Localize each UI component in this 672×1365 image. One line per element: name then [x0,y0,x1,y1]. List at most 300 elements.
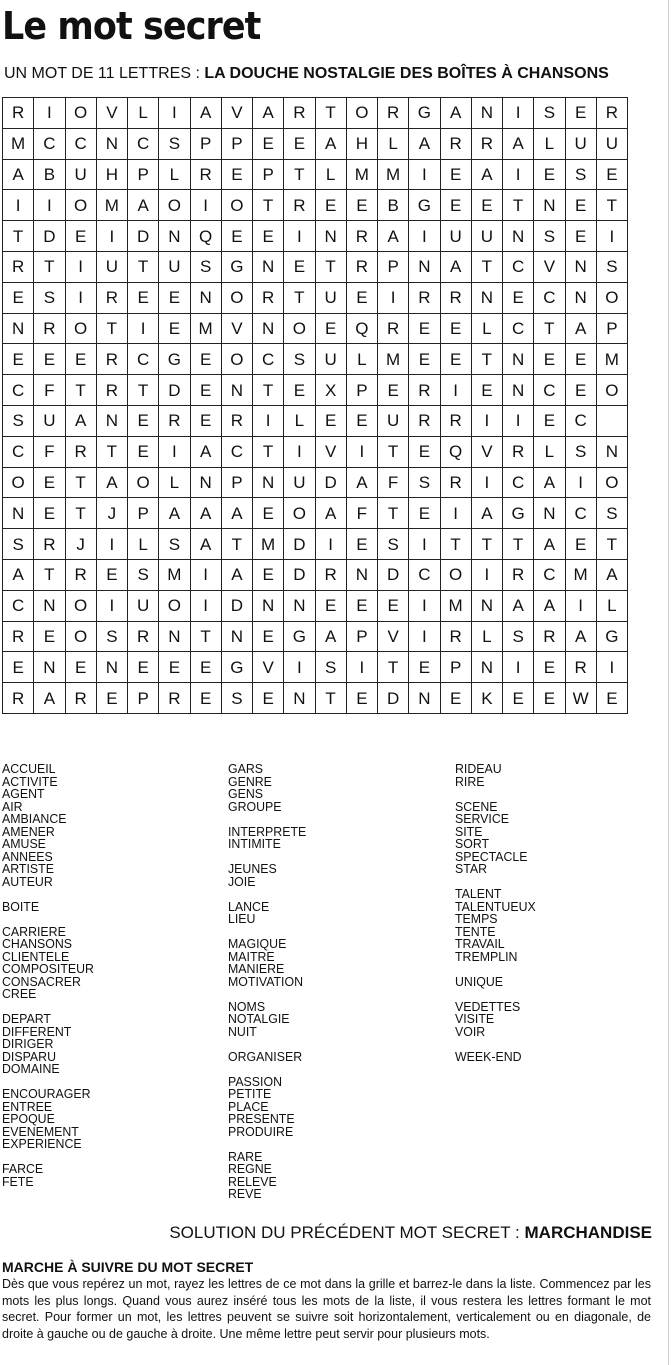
grid-cell[interactable]: E [65,344,96,375]
grid-cell[interactable]: S [159,128,190,159]
grid-cell[interactable]: N [409,251,440,282]
grid-cell[interactable]: A [440,98,471,129]
grid-cell[interactable]: N [409,683,440,714]
grid-cell[interactable]: K [471,683,502,714]
grid-cell[interactable]: A [534,529,565,560]
grid-cell[interactable]: A [96,467,127,498]
grid-cell[interactable]: M [440,590,471,621]
grid-cell[interactable]: D [34,221,65,252]
grid-cell[interactable]: N [596,436,627,467]
grid-cell[interactable]: E [346,590,377,621]
grid-cell[interactable]: P [128,498,159,529]
grid-cell[interactable]: L [128,529,159,560]
grid-cell[interactable]: E [534,344,565,375]
grid-cell[interactable]: I [409,159,440,190]
grid-cell[interactable]: T [378,652,409,683]
grid-cell[interactable]: E [315,405,346,436]
grid-cell[interactable]: I [409,621,440,652]
grid-cell[interactable]: S [596,498,627,529]
grid-cell[interactable]: S [534,98,565,129]
grid-cell[interactable]: B [34,159,65,190]
grid-cell[interactable]: C [565,498,596,529]
grid-cell[interactable]: N [284,683,315,714]
grid-cell[interactable]: T [65,375,96,406]
grid-cell[interactable]: E [534,405,565,436]
grid-cell[interactable]: P [221,128,252,159]
grid-cell[interactable]: I [503,652,534,683]
grid-cell[interactable]: C [534,559,565,590]
grid-cell[interactable]: R [190,159,221,190]
grid-cell[interactable]: E [253,683,284,714]
grid-cell[interactable]: V [96,98,127,129]
grid-cell[interactable]: I [284,436,315,467]
grid-cell[interactable]: A [159,498,190,529]
grid-cell[interactable]: J [96,498,127,529]
grid-cell[interactable]: O [284,313,315,344]
grid-cell[interactable]: E [159,282,190,313]
grid-cell[interactable]: E [440,344,471,375]
grid-cell[interactable]: M [565,559,596,590]
grid-cell[interactable] [596,405,627,436]
grid-cell[interactable]: R [65,436,96,467]
grid-cell[interactable]: C [503,313,534,344]
grid-cell[interactable]: R [3,683,34,714]
grid-cell[interactable]: E [190,652,221,683]
grid-cell[interactable]: T [596,529,627,560]
grid-cell[interactable]: R [503,559,534,590]
grid-cell[interactable]: I [65,251,96,282]
grid-cell[interactable]: B [378,190,409,221]
grid-cell[interactable]: G [503,498,534,529]
grid-cell[interactable]: A [190,529,221,560]
grid-cell[interactable]: E [159,652,190,683]
grid-cell[interactable]: I [440,375,471,406]
grid-cell[interactable]: Q [346,313,377,344]
grid-cell[interactable]: E [315,313,346,344]
grid-cell[interactable]: P [221,467,252,498]
grid-cell[interactable]: A [378,221,409,252]
grid-cell[interactable]: Q [440,436,471,467]
grid-cell[interactable]: E [346,529,377,560]
grid-cell[interactable]: E [440,190,471,221]
grid-cell[interactable]: T [471,529,502,560]
grid-cell[interactable]: R [3,251,34,282]
grid-cell[interactable]: A [65,405,96,436]
grid-cell[interactable]: V [253,652,284,683]
grid-cell[interactable]: A [190,436,221,467]
grid-cell[interactable]: S [128,559,159,590]
grid-cell[interactable]: E [253,221,284,252]
grid-cell[interactable]: R [471,128,502,159]
grid-cell[interactable]: I [471,467,502,498]
grid-cell[interactable]: E [565,344,596,375]
grid-cell[interactable]: E [34,621,65,652]
grid-cell[interactable]: O [159,590,190,621]
grid-cell[interactable]: E [534,652,565,683]
grid-cell[interactable]: O [3,467,34,498]
grid-cell[interactable]: R [159,683,190,714]
grid-cell[interactable]: M [190,313,221,344]
grid-cell[interactable]: R [440,467,471,498]
grid-cell[interactable]: R [534,621,565,652]
grid-cell[interactable]: E [34,467,65,498]
grid-cell[interactable]: O [346,98,377,129]
grid-cell[interactable]: N [34,590,65,621]
grid-cell[interactable]: A [221,559,252,590]
grid-cell[interactable]: T [315,251,346,282]
grid-cell[interactable]: P [128,683,159,714]
grid-cell[interactable]: D [315,467,346,498]
grid-cell[interactable]: V [221,313,252,344]
grid-cell[interactable]: L [128,98,159,129]
grid-cell[interactable]: I [503,159,534,190]
grid-cell[interactable]: E [253,621,284,652]
grid-cell[interactable]: P [440,652,471,683]
grid-cell[interactable]: L [534,436,565,467]
grid-cell[interactable]: T [128,375,159,406]
grid-cell[interactable]: N [253,590,284,621]
grid-cell[interactable]: T [65,467,96,498]
grid-cell[interactable]: O [596,282,627,313]
grid-cell[interactable]: O [65,313,96,344]
grid-cell[interactable]: R [128,621,159,652]
grid-cell[interactable]: T [253,375,284,406]
grid-cell[interactable]: I [346,436,377,467]
grid-cell[interactable]: I [503,405,534,436]
grid-cell[interactable]: N [34,652,65,683]
grid-cell[interactable]: N [471,98,502,129]
grid-cell[interactable]: A [128,190,159,221]
grid-cell[interactable]: O [284,498,315,529]
grid-cell[interactable]: T [253,436,284,467]
grid-cell[interactable]: S [503,621,534,652]
grid-cell[interactable]: L [346,344,377,375]
grid-cell[interactable]: N [534,498,565,529]
grid-cell[interactable]: D [378,683,409,714]
grid-cell[interactable]: R [284,98,315,129]
grid-cell[interactable]: O [65,98,96,129]
grid-cell[interactable]: E [253,498,284,529]
grid-cell[interactable]: E [284,128,315,159]
grid-cell[interactable]: P [190,128,221,159]
grid-cell[interactable]: E [565,190,596,221]
grid-cell[interactable]: N [284,590,315,621]
grid-cell[interactable]: L [284,405,315,436]
grid-cell[interactable]: A [3,159,34,190]
grid-cell[interactable]: P [346,621,377,652]
grid-cell[interactable]: E [409,313,440,344]
grid-cell[interactable]: E [565,221,596,252]
grid-cell[interactable]: L [315,159,346,190]
grid-cell[interactable]: E [346,683,377,714]
grid-cell[interactable]: S [315,652,346,683]
grid-cell[interactable]: E [346,405,377,436]
grid-cell[interactable]: E [596,159,627,190]
grid-cell[interactable]: R [409,282,440,313]
grid-cell[interactable]: T [378,498,409,529]
grid-cell[interactable]: G [284,621,315,652]
grid-cell[interactable]: E [409,436,440,467]
grid-cell[interactable]: A [34,683,65,714]
grid-cell[interactable]: O [65,190,96,221]
grid-cell[interactable]: C [253,344,284,375]
grid-cell[interactable]: R [253,282,284,313]
grid-cell[interactable]: O [596,467,627,498]
grid-cell[interactable]: E [128,652,159,683]
grid-cell[interactable]: T [440,529,471,560]
grid-cell[interactable]: E [34,344,65,375]
grid-cell[interactable]: N [221,375,252,406]
grid-cell[interactable]: R [409,375,440,406]
grid-cell[interactable]: D [221,590,252,621]
grid-cell[interactable]: S [565,436,596,467]
grid-cell[interactable]: N [253,251,284,282]
grid-cell[interactable]: N [96,128,127,159]
grid-cell[interactable]: F [346,498,377,529]
grid-cell[interactable]: I [565,467,596,498]
grid-cell[interactable]: O [221,344,252,375]
grid-cell[interactable]: N [346,559,377,590]
grid-cell[interactable]: I [471,405,502,436]
grid-cell[interactable]: I [190,559,221,590]
grid-cell[interactable]: D [284,529,315,560]
grid-cell[interactable]: E [346,190,377,221]
grid-cell[interactable]: N [96,405,127,436]
grid-cell[interactable]: I [96,529,127,560]
grid-cell[interactable]: E [346,282,377,313]
grid-cell[interactable]: G [159,344,190,375]
grid-cell[interactable]: U [284,467,315,498]
grid-cell[interactable]: E [471,375,502,406]
grid-cell[interactable]: E [190,375,221,406]
grid-cell[interactable]: F [34,375,65,406]
grid-cell[interactable]: N [565,282,596,313]
grid-cell[interactable]: I [3,190,34,221]
grid-cell[interactable]: R [96,375,127,406]
grid-cell[interactable]: I [284,221,315,252]
grid-cell[interactable]: V [315,436,346,467]
grid-cell[interactable]: N [503,221,534,252]
grid-cell[interactable]: M [378,344,409,375]
grid-cell[interactable]: N [159,221,190,252]
grid-cell[interactable]: C [3,375,34,406]
grid-cell[interactable]: I [378,282,409,313]
grid-cell[interactable]: Q [190,221,221,252]
grid-cell[interactable]: E [565,98,596,129]
grid-cell[interactable]: W [565,683,596,714]
grid-cell[interactable]: T [128,251,159,282]
grid-cell[interactable]: U [159,251,190,282]
grid-cell[interactable]: I [409,529,440,560]
grid-cell[interactable]: U [128,590,159,621]
grid-cell[interactable]: C [534,282,565,313]
grid-cell[interactable]: R [440,282,471,313]
grid-cell[interactable]: N [159,621,190,652]
grid-cell[interactable]: E [503,282,534,313]
grid-cell[interactable]: I [65,282,96,313]
grid-cell[interactable]: A [190,98,221,129]
grid-cell[interactable]: C [409,559,440,590]
grid-cell[interactable]: E [221,221,252,252]
grid-cell[interactable]: E [128,436,159,467]
grid-cell[interactable]: D [284,559,315,590]
grid-cell[interactable]: G [409,98,440,129]
grid-cell[interactable]: E [253,128,284,159]
grid-cell[interactable]: C [3,436,34,467]
grid-cell[interactable]: E [159,313,190,344]
grid-cell[interactable]: E [409,498,440,529]
grid-cell[interactable]: N [3,498,34,529]
grid-cell[interactable]: E [65,652,96,683]
grid-cell[interactable]: S [378,529,409,560]
grid-cell[interactable]: U [565,128,596,159]
grid-cell[interactable]: U [34,405,65,436]
grid-cell[interactable]: S [34,282,65,313]
grid-cell[interactable]: I [190,190,221,221]
grid-cell[interactable]: O [159,190,190,221]
grid-cell[interactable]: C [503,251,534,282]
grid-cell[interactable]: N [503,344,534,375]
grid-cell[interactable]: S [221,683,252,714]
grid-cell[interactable]: E [190,344,221,375]
grid-cell[interactable]: P [128,159,159,190]
grid-cell[interactable]: T [596,190,627,221]
grid-cell[interactable]: J [65,529,96,560]
grid-cell[interactable]: E [3,282,34,313]
grid-cell[interactable]: L [471,621,502,652]
grid-cell[interactable]: T [96,313,127,344]
grid-cell[interactable]: N [253,467,284,498]
grid-cell[interactable]: S [596,251,627,282]
grid-cell[interactable]: T [315,683,346,714]
grid-cell[interactable]: T [284,282,315,313]
grid-cell[interactable]: S [96,621,127,652]
grid-cell[interactable]: U [65,159,96,190]
grid-cell[interactable]: E [190,405,221,436]
grid-cell[interactable]: U [96,251,127,282]
grid-cell[interactable]: I [503,98,534,129]
grid-cell[interactable]: R [96,282,127,313]
grid-cell[interactable]: E [409,344,440,375]
grid-cell[interactable]: C [128,344,159,375]
grid-cell[interactable]: M [378,159,409,190]
grid-cell[interactable]: R [596,98,627,129]
grid-cell[interactable]: E [3,344,34,375]
grid-cell[interactable]: E [440,683,471,714]
grid-cell[interactable]: L [159,159,190,190]
grid-cell[interactable]: R [440,621,471,652]
grid-cell[interactable]: U [378,405,409,436]
grid-cell[interactable]: E [65,221,96,252]
grid-cell[interactable]: N [190,282,221,313]
grid-cell[interactable]: L [471,313,502,344]
grid-cell[interactable]: L [534,128,565,159]
grid-cell[interactable]: I [253,405,284,436]
grid-cell[interactable]: E [409,652,440,683]
grid-cell[interactable]: N [96,652,127,683]
grid-cell[interactable]: T [65,498,96,529]
grid-cell[interactable]: N [471,590,502,621]
grid-cell[interactable]: I [409,221,440,252]
grid-cell[interactable]: T [284,159,315,190]
grid-cell[interactable]: A [253,98,284,129]
grid-cell[interactable]: E [471,190,502,221]
grid-cell[interactable]: A [565,313,596,344]
grid-cell[interactable]: T [503,529,534,560]
grid-cell[interactable]: O [221,282,252,313]
grid-cell[interactable]: E [534,683,565,714]
grid-cell[interactable]: U [440,221,471,252]
grid-cell[interactable]: I [440,498,471,529]
grid-cell[interactable]: T [471,251,502,282]
grid-cell[interactable]: G [409,190,440,221]
grid-cell[interactable]: E [503,683,534,714]
grid-cell[interactable]: E [596,683,627,714]
grid-cell[interactable]: I [284,652,315,683]
grid-cell[interactable]: E [221,159,252,190]
grid-cell[interactable]: E [34,498,65,529]
grid-cell[interactable]: N [253,313,284,344]
grid-cell[interactable]: N [190,467,221,498]
grid-cell[interactable]: N [3,313,34,344]
grid-cell[interactable]: H [346,128,377,159]
grid-cell[interactable]: I [346,652,377,683]
grid-cell[interactable]: O [221,190,252,221]
grid-cell[interactable]: A [315,498,346,529]
grid-cell[interactable]: E [96,559,127,590]
grid-cell[interactable]: M [596,344,627,375]
grid-cell[interactable]: R [34,529,65,560]
grid-cell[interactable]: M [346,159,377,190]
grid-cell[interactable]: I [190,590,221,621]
grid-cell[interactable]: R [65,683,96,714]
grid-cell[interactable]: T [34,559,65,590]
grid-cell[interactable]: A [471,498,502,529]
grid-cell[interactable]: T [503,190,534,221]
grid-cell[interactable]: R [221,405,252,436]
grid-cell[interactable]: D [159,375,190,406]
grid-cell[interactable]: A [503,590,534,621]
grid-cell[interactable]: N [471,282,502,313]
grid-cell[interactable]: T [221,529,252,560]
grid-cell[interactable]: T [315,98,346,129]
grid-cell[interactable]: A [534,467,565,498]
grid-cell[interactable]: H [96,159,127,190]
grid-cell[interactable]: D [128,221,159,252]
grid-cell[interactable]: S [565,159,596,190]
grid-cell[interactable]: A [221,498,252,529]
grid-cell[interactable]: R [3,621,34,652]
grid-cell[interactable]: V [471,436,502,467]
grid-cell[interactable]: E [96,683,127,714]
grid-cell[interactable]: I [159,436,190,467]
grid-cell[interactable]: N [315,221,346,252]
grid-cell[interactable]: R [284,190,315,221]
grid-cell[interactable]: E [315,590,346,621]
grid-cell[interactable]: E [128,282,159,313]
grid-cell[interactable]: I [471,559,502,590]
grid-cell[interactable]: I [34,190,65,221]
grid-cell[interactable]: U [471,221,502,252]
grid-cell[interactable]: N [471,652,502,683]
grid-cell[interactable]: T [190,621,221,652]
grid-cell[interactable]: L [596,590,627,621]
grid-cell[interactable]: R [346,221,377,252]
grid-cell[interactable]: R [96,344,127,375]
grid-cell[interactable]: T [253,190,284,221]
grid-cell[interactable]: N [565,251,596,282]
grid-cell[interactable]: R [346,251,377,282]
